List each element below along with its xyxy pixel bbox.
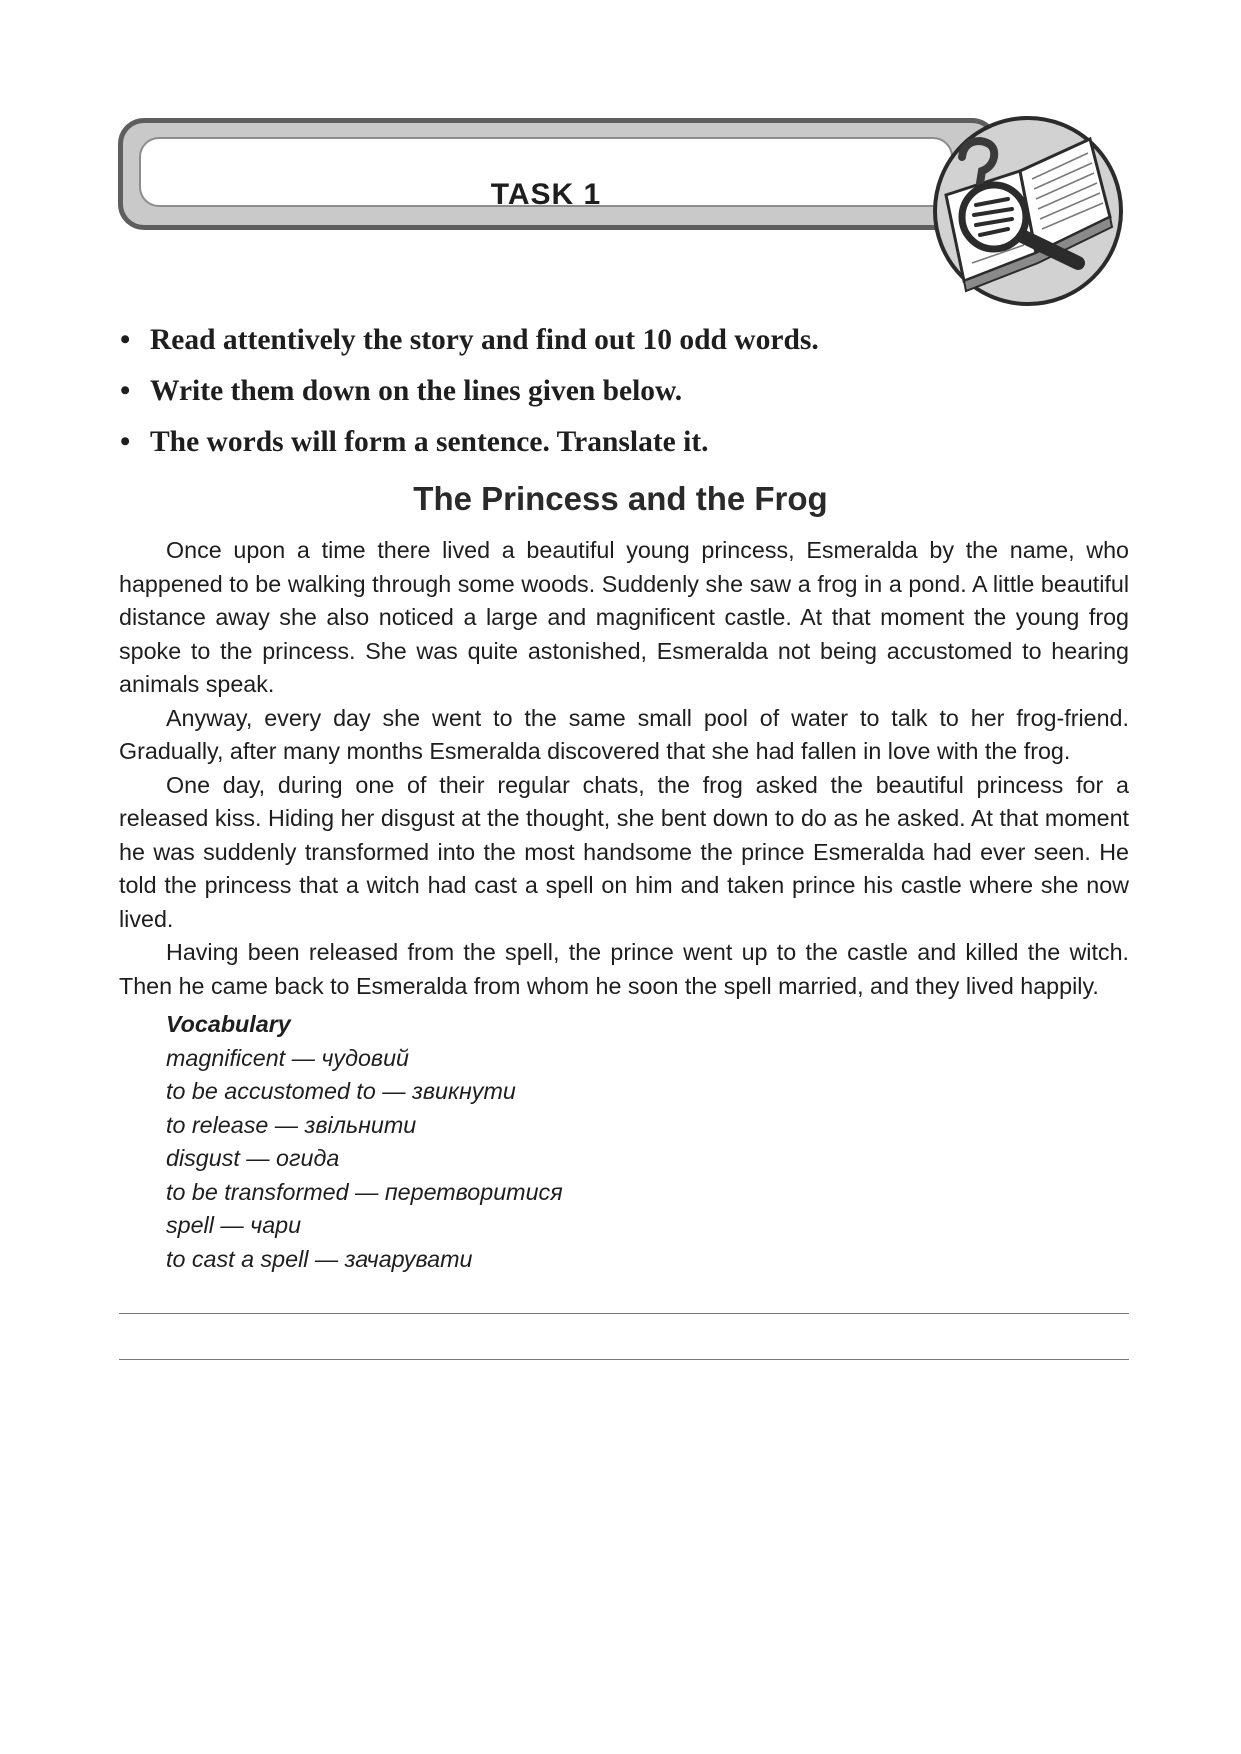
vocabulary-item: magnificent — чудовий bbox=[166, 1044, 409, 1071]
story-paragraph: Anyway, every day she went to the same small pool of water to talk to her frog-friend. Gradually, after many months Esmeralda discovered that she had fallen in love with the frog. bbox=[119, 704, 1129, 764]
story-paragraph: Once upon a time there lived a beautiful young princess, Esmeralda by the name, who happened to be walking through some woods. Suddenly she saw a frog in a pond. A little beautiful distance away she also noticed a large and magnificent castle. At that moment the young frog spoke to the princess. She was quite astonished, Esmeralda not being accustomed to hearing animals speak. bbox=[119, 537, 1129, 697]
instructions-list bbox=[120, 318, 1130, 471]
book-magnifier-question-icon bbox=[928, 113, 1128, 309]
story-paragraph: Having been released from the spell, the prince went up to the castle and killed the witch. Then he came back to Esmeralda from whom he soon the spell married, and they lived happily. bbox=[119, 939, 1129, 999]
instruction-item bbox=[120, 318, 1130, 369]
story-title: The Princess and the Frog bbox=[413, 480, 828, 517]
vocabulary-item: to be accustomed to — звикнути bbox=[166, 1078, 516, 1104]
vocabulary-item: to release — звільнити bbox=[166, 1111, 417, 1138]
answer-line[interactable] bbox=[119, 1313, 1129, 1314]
instruction-text: Write them down on the lines given below. bbox=[150, 375, 683, 407]
task-banner-inner bbox=[139, 137, 953, 211]
vocabulary-section bbox=[166, 1008, 866, 1276]
task-title: TASK 1 bbox=[490, 178, 602, 211]
instruction-text: The words will form a sentence. Translate it. bbox=[150, 426, 709, 458]
vocabulary-item: disgust — огида bbox=[166, 1145, 340, 1171]
vocabulary-item: to cast a spell — зачарувати bbox=[166, 1245, 473, 1272]
task-banner bbox=[118, 118, 998, 230]
vocabulary-item: spell — чари bbox=[166, 1212, 302, 1238]
instruction-item bbox=[120, 369, 1130, 420]
bullet: • bbox=[120, 375, 131, 407]
vocabulary-heading: Vocabulary bbox=[166, 1011, 291, 1037]
vocabulary-item: to be transformed — перетворитися bbox=[166, 1178, 563, 1205]
story-text bbox=[119, 534, 1129, 1003]
story-paragraph: One day, during one of their regular chats, the frog asked the beautiful princess for a released kiss. Hiding her disgust at the thought, she bent down to do as he asked. At that moment he was suddenly transformed into the most handsome the prince Esmeralda had ever seen. He told the princess that a witch had cast a spell on him and taken prince his castle where she now lived. bbox=[119, 771, 1129, 932]
instruction-text: Read attentively the story and find out 10 odd words. bbox=[150, 324, 819, 356]
answer-line[interactable] bbox=[119, 1359, 1129, 1360]
bullet: • bbox=[120, 324, 131, 356]
instruction-item bbox=[120, 420, 1130, 471]
bullet: • bbox=[120, 426, 131, 458]
